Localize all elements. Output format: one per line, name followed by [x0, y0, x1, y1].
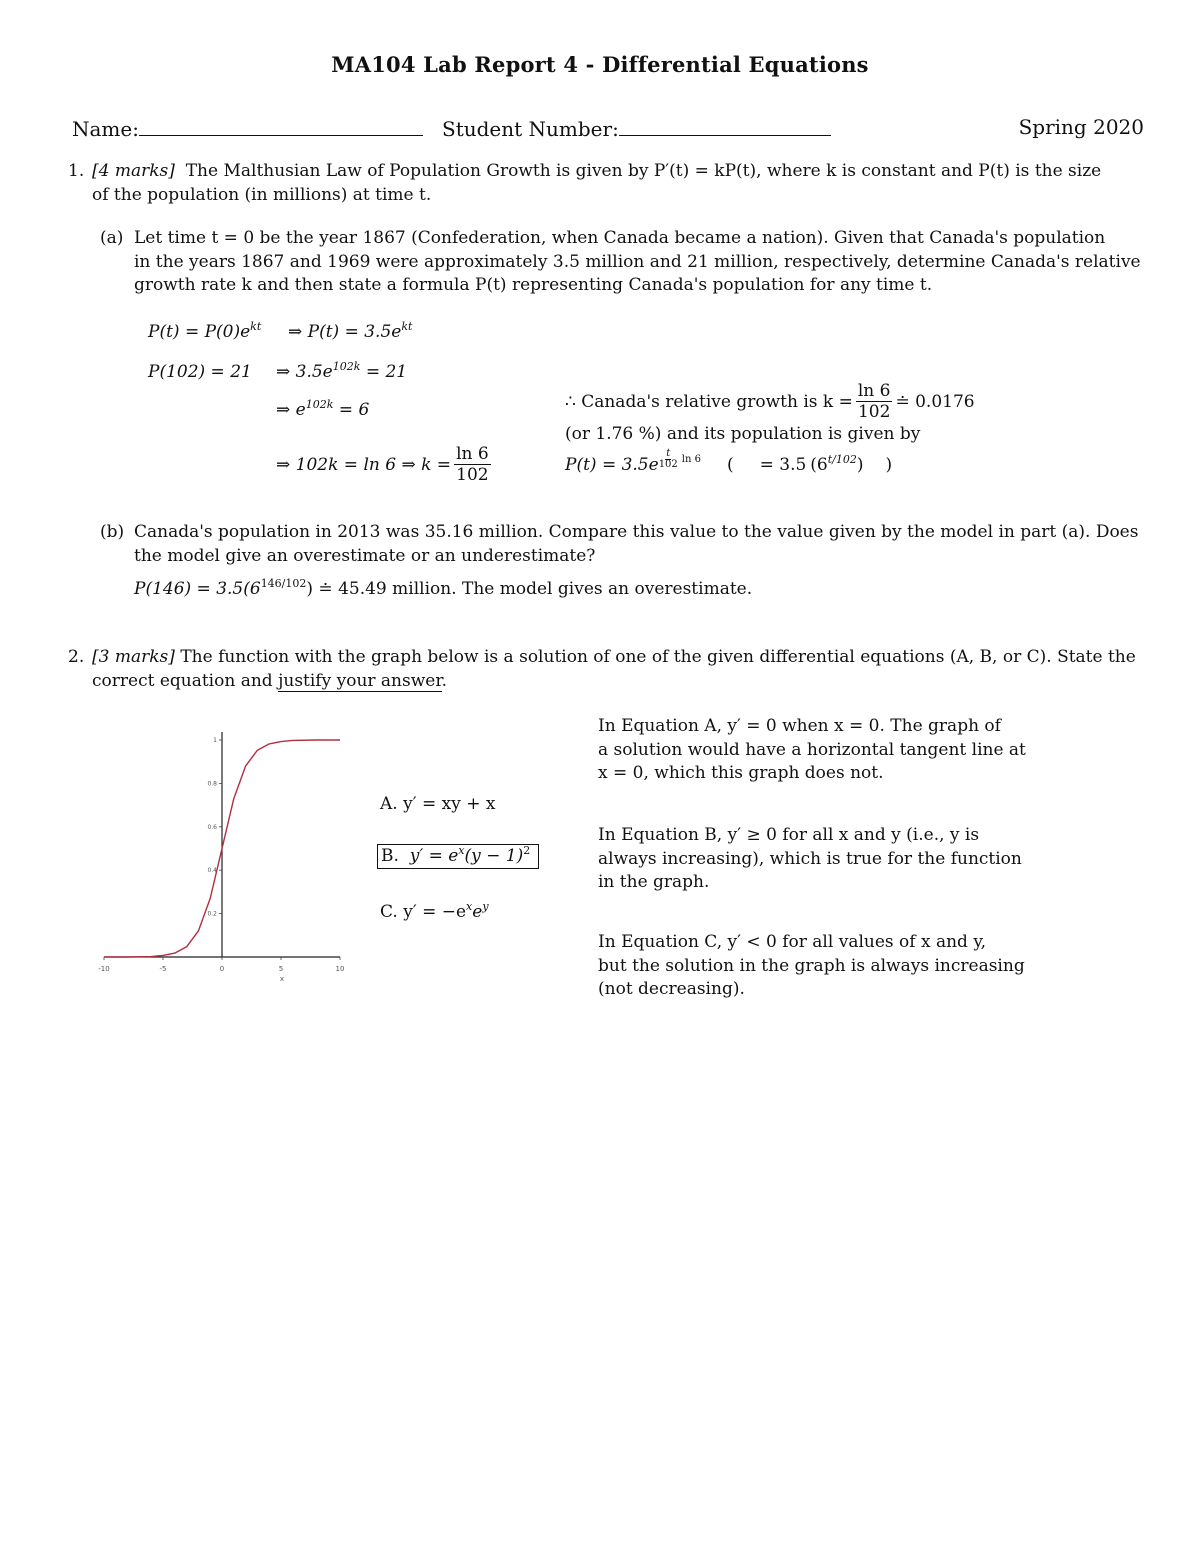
q1-intro	[92, 160, 1145, 207]
student-number-field[interactable]	[442, 115, 831, 141]
q1b-line1: Canada's population in 2013 was 35.16 million. Compare this value to the value given by the model in part (a). Does	[134, 522, 1139, 542]
formula-exponent: t 102 ln 6	[658, 448, 701, 470]
work-line4: ⇒ 102k = ln 6 ⇒ k = $\frac{\ln 6}{102}$	[276, 444, 489, 485]
q1b-question	[134, 521, 1145, 568]
growth-fraction: $\frac{\ln 6}{102}$	[857, 381, 891, 422]
term-label: Spring 2020	[1018, 115, 1144, 139]
conclusion-formula: P(t) = 3.5e t 102 ln 6 ( = 3.5 $(6^{t/102})$ )	[565, 448, 893, 475]
q1a-label: (a)	[100, 228, 124, 248]
q1b-answer: $P(146) = 3.5(6^{146/102})$ ≐ 45.49 million. The model gives an overestimate.	[134, 577, 753, 599]
solution-graph	[92, 730, 352, 990]
student-number-blank[interactable]	[619, 115, 831, 136]
conclusion-line1: ∴ Canada's relative growth is k = $\frac{\ln 6}{102}$ ≐ 0.0176	[565, 381, 975, 422]
q2-marks: [3 marks]	[92, 647, 175, 667]
justification-a: In Equation A, y′ = 0 when x = 0. The graph of a solution would have a horizontal tangent line at x = 0, which this graph does not.	[598, 716, 1026, 783]
work-line1-left: $P(t) = P(0)e^{kt}$	[148, 320, 262, 342]
q1-marks: [4 marks]	[92, 161, 175, 181]
name-label: Name:	[72, 117, 139, 141]
q1a-line1: Let time t = 0 be the year 1867 (Confederation, when Canada became a nation). Given that Canada's population	[134, 228, 1106, 248]
q1b-label: (b)	[100, 522, 125, 542]
justification-c: In Equation C, y′ < 0 for all values of x and y, but the solution in the graph is always increasing (not decreasing).	[598, 932, 1025, 999]
work-line1-right: ⇒ $P(t) = 3.5e^{kt}$	[288, 320, 413, 342]
y-tick-label: 0.4	[207, 867, 217, 875]
page-title: MA104 Lab Report 4 - Differential Equations	[331, 52, 869, 77]
work-line3: ⇒ $e^{102k} = 6$	[276, 398, 370, 420]
q1-intro-line2: of the population (in millions) at time t.	[92, 184, 432, 205]
q1-number: 1.	[68, 161, 85, 181]
q1-intro-line1: The Malthusian Law of Population Growth is given by P′(t) = kP(t), where k is constant and P(t) is the size	[185, 161, 1102, 181]
q1a-line3: growth rate k and then state a formula P(t) representing Canada's population for any time t.	[134, 275, 933, 295]
student-number-label: Student Number:	[442, 117, 619, 141]
q1b-line2: the model give an overestimate or an underestimate?	[134, 545, 596, 566]
x-tick-label: 5	[278, 965, 284, 973]
option-b-boxed: B. $y' = e^x(y - 1)^2$	[377, 844, 539, 869]
y-tick-label: 0.6	[207, 823, 217, 831]
conclusion-line2: (or 1.76 %) and its population is given by	[565, 424, 921, 444]
option-c: C. $y' = -e^xe^y$	[380, 900, 489, 922]
q1a-line2: in the years 1867 and 1969 were approximately 3.5 million and 21 million, respectively, determine Canada's relative	[134, 251, 1141, 272]
q2-number: 2.	[68, 647, 85, 667]
work-line2-right: ⇒ $3.5e^{102k} = 21$	[276, 360, 408, 382]
x-tick-label: 0	[219, 965, 225, 973]
q1a-question	[134, 227, 1145, 298]
y-tick-label: 0.8	[207, 780, 217, 788]
x-tick-label: 10	[335, 965, 345, 973]
y-tick-label: 1	[213, 737, 217, 744]
x-axis-label: x	[279, 975, 285, 983]
k-fraction: $\frac{\ln 6}{102}$	[456, 444, 489, 485]
y-tick-label: 0.2	[207, 910, 217, 918]
name-blank[interactable]	[139, 115, 423, 136]
justification-b: In Equation B, y′ ≥ 0 for all x and y (i.e., y is always increasing), which is true for the function in the graph.	[598, 825, 1022, 892]
name-field[interactable]	[72, 115, 423, 141]
work-line2-left: P(102) = 21	[148, 362, 252, 382]
option-a: A. y′ = xy + x	[380, 794, 496, 814]
x-tick-label: -5	[159, 965, 167, 973]
q2-line1: The function with the graph below is a solution of one of the given differential equations (A, B, or C). State the	[180, 647, 1136, 667]
q2-question: [3 marks] The function with the graph below is a solution of one of the given differential equations (A, B, or C). State the correct equation and justify your answer.	[92, 647, 1136, 691]
justify-underline: justify your answer	[278, 670, 442, 691]
x-tick-label: -10	[98, 965, 110, 973]
